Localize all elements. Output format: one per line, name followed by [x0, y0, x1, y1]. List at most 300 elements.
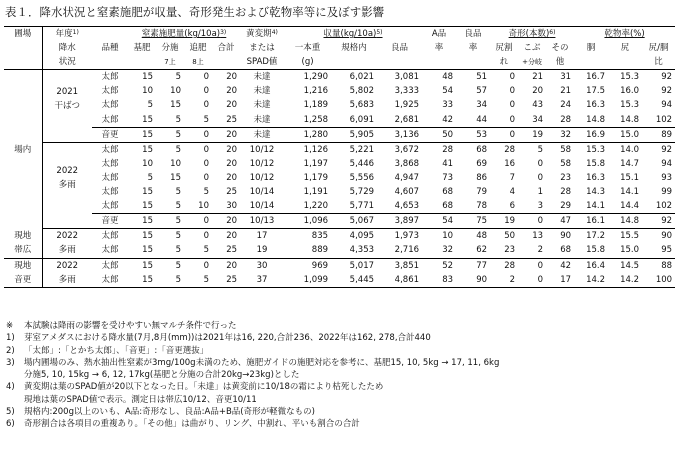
table-cell: 30	[212, 199, 240, 214]
col-head-tail-split: 尻割	[495, 43, 513, 54]
table-row	[4, 214, 675, 229]
table-row	[4, 98, 675, 112]
table-cell: 5,446	[349, 158, 375, 169]
table-cell: 0	[509, 86, 516, 97]
table-cell: 太郎	[101, 158, 119, 169]
col-head-rate-good: 率	[468, 43, 478, 54]
table-cell: 89	[642, 127, 675, 142]
table-cell: 29	[546, 199, 574, 214]
table-cell: 21	[560, 86, 572, 97]
table-cell: 15	[142, 72, 153, 83]
table-cell: 68	[476, 144, 488, 155]
col-head-re: れ	[490, 55, 518, 70]
table-cell	[42, 127, 92, 142]
table-cell: 34	[476, 100, 488, 111]
table-cell	[377, 55, 422, 70]
table-cell: 1,179	[303, 172, 329, 183]
table-cell: 16.4	[586, 260, 606, 271]
table-cell: 太郎	[101, 231, 119, 242]
table-cell: 15.0	[608, 127, 642, 142]
footnote: ※ 本試験は降雨の影響を受けやすい無マルチ条件で行った	[6, 321, 237, 331]
table-cell: 94	[661, 158, 673, 169]
table-cell: 5	[175, 72, 181, 83]
table-cell: 15.8	[574, 243, 608, 258]
table-cell	[4, 41, 42, 55]
table-cell	[92, 27, 128, 42]
table-cell: 太郎	[101, 144, 119, 155]
table-cell: 28	[442, 144, 454, 155]
table-cell: 33	[442, 100, 454, 111]
table-cell: 30	[256, 260, 268, 271]
table-cell: 88	[661, 260, 673, 271]
table-cell: 4,095	[349, 231, 375, 242]
table-cell	[42, 214, 92, 229]
table-cell: 62	[456, 243, 490, 258]
table-cell: 43	[532, 100, 544, 111]
table-cell: 多雨	[42, 273, 92, 288]
table-cell: 5	[156, 127, 184, 142]
table-cell: 1,258	[284, 113, 331, 128]
table-row	[4, 229, 675, 244]
table-cell: 28	[560, 187, 572, 198]
col-head-yellow: 黄変期$^{4)}$	[240, 27, 284, 42]
table-cell: 0	[518, 214, 546, 229]
col-head-other: その	[551, 43, 569, 54]
table-cell: 99	[661, 187, 673, 198]
table-cell: 0	[203, 72, 209, 83]
table-cell: 835	[311, 231, 329, 242]
table-cell: 多雨	[42, 243, 92, 258]
table-cell: 28	[546, 113, 574, 128]
table-cell: 6,091	[331, 113, 377, 128]
table-cell: 5	[175, 260, 181, 271]
table-row	[4, 84, 675, 98]
table-cell: 3,672	[394, 144, 420, 155]
table-cell: 太郎	[101, 100, 119, 111]
table-cell: 31	[560, 72, 572, 83]
table-cell: 5,221	[349, 144, 375, 155]
table-cell: 14.8	[608, 113, 642, 128]
table-row	[4, 258, 675, 273]
table-cell: 14.8	[574, 113, 608, 128]
table-cell: 1,189	[303, 100, 329, 111]
year-cell: 2022 多雨	[56, 166, 79, 191]
col-head-cultivar: 品種	[101, 43, 119, 54]
table-cell: 47	[546, 214, 574, 229]
table-cell: 15	[128, 214, 156, 229]
table-cell: 1,197	[303, 158, 329, 169]
table-cell: 5	[147, 172, 153, 183]
table-cell: 19	[240, 243, 284, 258]
table-cell	[574, 55, 608, 70]
table-cell: 太郎	[92, 273, 128, 288]
table-cell: 14.3	[586, 187, 606, 198]
table-cell: 5	[175, 231, 181, 242]
table-cell: 0	[203, 172, 209, 183]
col-head-dry: 乾物率(%)	[574, 27, 675, 42]
col-head-field: 圃場	[4, 27, 42, 42]
table-cell: 音更	[92, 214, 128, 229]
table-cell: 5	[184, 273, 212, 288]
table-cell	[331, 55, 377, 70]
table-cell: 3,136	[377, 127, 422, 142]
header-row-3	[4, 55, 675, 70]
table-cell	[422, 55, 456, 70]
table-cell: 0	[537, 158, 544, 169]
col-head-ratio: 尻/胴	[648, 43, 669, 54]
table-row	[4, 185, 675, 199]
table-cell: 3,897	[377, 214, 422, 229]
col-head-per-one: 一本重	[294, 43, 321, 54]
table-cell: 48	[442, 72, 454, 83]
table-cell: 16.9	[574, 127, 608, 142]
table-cell: 2	[490, 273, 518, 288]
table-cell	[608, 55, 642, 70]
table-cell: 1,126	[303, 144, 329, 155]
table-cell: 1,973	[394, 231, 420, 242]
table-cell: 23	[560, 172, 572, 183]
table-cell: 0	[490, 127, 518, 142]
table-cell: 1,220	[284, 199, 331, 214]
table-cell: 95	[642, 243, 675, 258]
field-cell-obihiro-1: 現地	[4, 229, 42, 244]
table-cell: 6	[490, 199, 518, 214]
table-cell: 1,096	[284, 214, 331, 229]
table-cell: 10/14	[249, 187, 275, 198]
col-head-split: 分施	[161, 43, 179, 54]
table-cell: 20	[226, 158, 238, 169]
table-cell: 0	[203, 231, 209, 242]
table-cell: 0	[509, 100, 516, 111]
footnote-continued: 分施5, 10, 15kg → 6, 12, 17kg(基肥と分施の合計20kg→23kg)とした	[24, 370, 300, 381]
table-cell: 10	[184, 199, 212, 214]
table-cell: 15	[128, 199, 156, 214]
col-head-or: または	[249, 43, 275, 54]
col-head-extra: 追肥	[189, 43, 207, 54]
table-cell: 58	[560, 158, 572, 169]
col-head-yield: 収量$(kg/10a)^{5)}$	[284, 27, 422, 42]
year-cell: 2021 干ばつ	[54, 86, 80, 111]
table-cell: 78	[456, 199, 490, 214]
table-row	[4, 127, 675, 142]
table-cell: 太郎	[101, 187, 119, 198]
table-cell: 57	[476, 86, 488, 97]
table-cell: 5	[147, 100, 153, 111]
table-row	[4, 157, 675, 171]
table-cell: 58	[560, 144, 572, 155]
table-cell: 10/12	[249, 158, 275, 169]
table-cell: 5	[156, 273, 184, 288]
table-cell: 10	[442, 231, 454, 242]
table-cell: 20	[212, 214, 240, 229]
table-cell: 5	[156, 243, 184, 258]
table-cell: 14.4	[608, 199, 642, 214]
table-cell: 5,729	[349, 187, 375, 198]
table-cell: 1,280	[284, 127, 331, 142]
table-cell: 6,021	[349, 72, 375, 83]
table-cell: 16.3	[586, 100, 606, 111]
table-cell: 19	[490, 214, 518, 229]
table-cell: 0	[537, 260, 544, 271]
table-cell: 100	[642, 273, 675, 288]
table-cell: 94	[661, 100, 673, 111]
table-cell: 5	[184, 243, 212, 258]
col-head-nitrogen: 窒素施肥量$(kg/10a)^{3)}$	[128, 27, 240, 42]
table-cell: 10/12	[249, 144, 275, 155]
table-cell: 未達	[253, 72, 271, 83]
results-table	[4, 26, 675, 288]
table-cell: 4,947	[394, 172, 420, 183]
table-cell: 90	[661, 231, 673, 242]
col-head-rain: 降水	[58, 43, 76, 54]
table-cell: 4,353	[331, 243, 377, 258]
table-cell: 48	[476, 231, 488, 242]
table-cell: 5	[537, 144, 544, 155]
table-cell: 28	[504, 260, 516, 271]
col-head-year: 年度$^{1)}$	[42, 27, 92, 42]
table-cell: 14.1	[574, 199, 608, 214]
table-cell: 17.5	[586, 86, 606, 97]
table-cell	[92, 55, 128, 70]
col-head-good: 良品	[391, 43, 409, 54]
table-cell: 15.3	[620, 100, 640, 111]
table-cell: 0	[490, 113, 518, 128]
table-cell: 17.2	[586, 231, 606, 242]
col-head-standard: 規格内	[341, 43, 367, 54]
table-cell: 15.8	[586, 158, 606, 169]
table-cell: 53	[456, 127, 490, 142]
table-cell: 20	[212, 127, 240, 142]
table-cell: 73	[442, 172, 454, 183]
col-head-deform: 奇形(本数)$^{6)}$	[490, 27, 574, 42]
col-head-a-rate: A品	[422, 27, 456, 42]
table-cell: 102	[642, 113, 675, 128]
table-title: 表１．降水状況と窒素施肥が収量、奇形発生および乾物率等に及ぼす影響	[5, 5, 385, 19]
table-cell: 0	[184, 214, 212, 229]
table-cell: 41	[442, 158, 454, 169]
table-cell: 28	[504, 144, 516, 155]
table-cell: 0	[203, 86, 209, 97]
footnote: 4) 黄変期は葉のSPAD値が20以下となった日。「未達」は黄変前に10/18の霜により枯死したため	[6, 382, 384, 393]
table-cell: 15	[170, 172, 181, 183]
col-head-base: 基肥	[133, 43, 151, 54]
table-row	[4, 243, 675, 258]
table-cell: 93	[661, 172, 673, 183]
table-cell: 90	[456, 273, 490, 288]
table-cell: 17	[546, 273, 574, 288]
col-head-body: 胴	[586, 43, 596, 54]
table-cell: 5,556	[349, 172, 375, 183]
table-cell: 15.1	[620, 172, 640, 183]
table-cell: 69	[476, 158, 488, 169]
table-cell	[456, 55, 490, 70]
table-cell: 5,445	[331, 273, 377, 288]
table-cell: 0	[518, 273, 546, 288]
table-cell: 15.3	[586, 144, 606, 155]
table-cell: 68	[546, 243, 574, 258]
table-cell: 79	[476, 187, 488, 198]
table-cell: 15.3	[620, 72, 640, 83]
table-cell: 2,716	[377, 243, 422, 258]
table-cell: 10	[142, 86, 153, 97]
table-cell: 20	[226, 100, 238, 111]
table-cell: 16.0	[620, 86, 640, 97]
footnote: 1) 芽室アメダスにおける降水量(7月,8月(mm))は2021年は16, 220,合計236、2022年は162, 278,合計440	[6, 333, 431, 344]
table-cell: 92	[661, 144, 673, 155]
table-row	[4, 113, 675, 128]
table-cell: 3,868	[394, 158, 420, 169]
table-cell: 1,290	[303, 72, 329, 83]
table-cell: 5,905	[331, 127, 377, 142]
footnote: 3) 場内圃場のみ、熱水抽出性窒素が3mg/100g未満のため、施肥ガイドの施肥対応を参考に、基肥15, 10, 5kg → 17, 11, 6kg	[6, 357, 500, 368]
table-cell: 未達	[240, 127, 284, 142]
table-cell: 25	[212, 273, 240, 288]
table-cell: 92	[642, 214, 675, 229]
table-cell: 3,333	[394, 86, 420, 97]
table-cell: 16.7	[586, 72, 606, 83]
table-cell	[212, 55, 240, 70]
table-cell: 1,925	[394, 100, 420, 111]
table-cell: 20	[226, 172, 238, 183]
table-cell: 5,771	[331, 199, 377, 214]
table-row	[4, 70, 675, 85]
footnote-continued: 現地は葉のSPAD値で表示。測定日は帯広10/12、音更10/11	[24, 394, 257, 405]
table-cell: 15	[142, 144, 153, 155]
col-head-hi: 比	[642, 55, 675, 70]
table-cell	[4, 55, 42, 70]
table-cell: 3,851	[394, 260, 420, 271]
table-cell: 23	[490, 243, 518, 258]
table-cell: 14.2	[608, 273, 642, 288]
table-cell: 54	[422, 214, 456, 229]
table-cell: 21	[532, 72, 544, 83]
table-cell: 92	[661, 86, 673, 97]
table-cell: 5,067	[331, 214, 377, 229]
table-cell: 77	[476, 260, 488, 271]
header-row-2	[4, 41, 675, 55]
table-cell: 5	[184, 113, 212, 128]
table-cell: 32	[422, 243, 456, 258]
col-head-rate-a: 率	[434, 43, 444, 54]
table-cell: 0	[509, 72, 516, 83]
field-cell-onsite: 場内	[4, 70, 42, 229]
table-cell: 24	[560, 100, 572, 111]
table-cell: 42	[422, 113, 456, 128]
table-cell: 25	[226, 187, 238, 198]
col-head-knob: こぶ	[523, 43, 541, 54]
col-head-good-rate: 良品	[456, 27, 490, 42]
table-cell	[128, 55, 156, 70]
table-cell: 音更	[92, 127, 128, 142]
table-cell: 15	[170, 100, 181, 111]
table-cell: 15	[128, 127, 156, 142]
table-cell: 50	[504, 231, 516, 242]
table-cell: 未達	[240, 113, 284, 128]
field-cell-otofuke-1: 現地	[4, 258, 42, 273]
table-cell: 10	[142, 158, 153, 169]
table-cell: 20	[226, 86, 238, 97]
table-cell: 10/13	[240, 214, 284, 229]
table-cell: 14.5	[620, 260, 640, 271]
table-cell: 0	[203, 144, 209, 155]
table-cell: 4,653	[377, 199, 422, 214]
table-cell: 20	[532, 86, 544, 97]
footnote: 2) 「太郎」:「とかち太郎」、「音更」:「音更選抜」	[6, 345, 209, 356]
table-cell: 0	[184, 127, 212, 142]
table-cell: 太郎	[92, 199, 128, 214]
table-cell: 太郎	[101, 172, 119, 183]
table-cell: 5	[175, 144, 181, 155]
table-cell: 5	[156, 214, 184, 229]
table-cell: 太郎	[92, 113, 128, 128]
table-cell: 34	[518, 113, 546, 128]
table-cell: 2,681	[377, 113, 422, 128]
table-cell: 68	[422, 199, 456, 214]
table-cell: 83	[422, 273, 456, 288]
table-cell: 4	[509, 187, 516, 198]
col-head-plus-split: +分岐	[518, 55, 546, 70]
col-head-ta: 他	[546, 55, 574, 70]
table-cell: 10	[170, 158, 181, 169]
table-row	[4, 273, 675, 288]
table-cell: 10/14	[240, 199, 284, 214]
table-cell: 太郎	[101, 260, 119, 271]
table-cell: 未達	[253, 100, 271, 111]
table-cell: 0	[203, 260, 209, 271]
table-cell: 50	[422, 127, 456, 142]
table-cell: 20	[226, 260, 238, 271]
table-cell: 37	[240, 273, 284, 288]
table-cell: 15	[128, 243, 156, 258]
table-cell: 2022	[56, 231, 79, 242]
table-cell: 3,081	[394, 72, 420, 83]
table-cell: 14.1	[620, 187, 640, 198]
table-cell: 5	[175, 187, 181, 198]
table-cell: 15.5	[620, 231, 640, 242]
table-cell: 10	[170, 86, 181, 97]
table-cell: 14.0	[620, 144, 640, 155]
table-cell: 90	[560, 231, 572, 242]
table-row	[4, 171, 675, 185]
field-cell-obihiro-2: 帯広	[4, 243, 42, 258]
table-cell: 889	[284, 243, 331, 258]
table-cell: 4,607	[394, 187, 420, 198]
table-cell: 5,683	[349, 100, 375, 111]
table-cell: 42	[560, 260, 572, 271]
table-cell: 2022	[56, 260, 79, 271]
table-cell: 5	[203, 187, 209, 198]
col-head-butt: 尻	[620, 43, 630, 54]
table-cell: 5	[156, 113, 184, 128]
table-cell: 969	[311, 260, 329, 271]
table-cell: 25	[212, 113, 240, 128]
col-head-gram: (g)	[284, 55, 331, 70]
table-cell: 15	[128, 273, 156, 288]
table-cell: 太郎	[92, 243, 128, 258]
table-cell: 1,099	[284, 273, 331, 288]
table-cell: 15	[142, 231, 153, 242]
table-cell: 16.1	[574, 214, 608, 229]
table-cell: 0	[537, 172, 544, 183]
header-row-1	[4, 27, 675, 42]
col-head-extra-unit: 8上	[184, 55, 212, 70]
table-cell: 5	[156, 199, 184, 214]
table-cell: 5,802	[349, 86, 375, 97]
table-cell: 10/12	[249, 172, 275, 183]
table-cell: 15	[142, 187, 153, 198]
table-cell: 20	[226, 72, 238, 83]
table-cell: 14.8	[608, 214, 642, 229]
